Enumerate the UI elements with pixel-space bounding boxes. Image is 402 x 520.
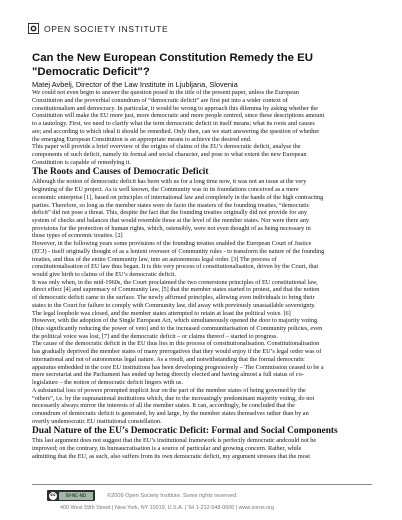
cc-icon: cc [50, 492, 56, 498]
text-line: It was only when, in the mid-1960s, the Court proclaimed the two cornerstone principles of EU constitutional law, [32, 278, 318, 286]
intro-text [32, 89, 375, 166]
text-line: would give birth to claims of the EU’s democratic deficit. [32, 271, 177, 278]
text-line: those types of economic treaties. [2] [32, 232, 123, 240]
text-line: The legal loophole was closed, and the member states attempted to retain at least the political voice. [6] [32, 309, 291, 317]
footer-divider [32, 484, 372, 485]
text-line: We could not even begin to answer the question posed in the title of the present paper, unless the European [32, 89, 299, 97]
text-line: mere secretariat and the Parliament has ended up being directly elected and having almost a full status of co- [32, 371, 304, 379]
address-line: 400 West 59th Street | New York, NY 10019, U.S.A. | Tel 1-212-548-0600 | www.soros.org [60, 505, 274, 511]
text-line: However, in the following years some provisions of the founding treaties enabled the European Court of Justice [32, 240, 312, 248]
text-line: The cause of the democratic deficit in the EU thus lies in this process of constitutionalisation. Constitutionalisation [32, 340, 320, 348]
org-name: OPEN SOCIETY INSTITUTE [44, 23, 169, 34]
text-line: has gradually deprived the member states of many prerogatives that they would enjoy if the EU’s legal order was of [32, 348, 322, 356]
text-line: Constitution is capable of remedying it. [32, 158, 131, 166]
text-line: Although the notion of democratic deficit has been with us for a long time now, it was not an issue at the very [32, 178, 307, 186]
section-heading: Dual Nature of the EU’s Democratic Deficit: Formal and Social Components [32, 426, 338, 437]
section-heading: The Roots and Causes of Democratic Deficit [32, 167, 209, 178]
text-line: system of checks and balances that would resemble those at the level of the member states. Nor were there any [32, 216, 309, 224]
text-line: beginning of the EU project. As is well known, the Community was in its foundations conceived as a mere [32, 186, 299, 194]
text-line: Constitution and the proverbial conundrum of “democratic deficit” are first put into a wider context of [32, 96, 288, 104]
text-line: conundrum of democratic deficit is generated, by and large, by the member states themselves rather than by an [32, 409, 309, 417]
text-line: This paper will provide a brief overview of the origins of claims of the EU’s democratic deficit, analyse the [32, 143, 301, 151]
text-line: overtly undemocratic EU institutional constellation. [32, 417, 162, 425]
osi-logo-icon [28, 23, 39, 34]
text-line: constitutionalisation of EU law thus began. It is this very process of constitutionalisation, driven by the Court, that [32, 263, 319, 271]
text-line: constitutionalism and democracy. In particular, it would be wrong to approach this dilemma by asking whether the [32, 104, 319, 112]
text-line: admitting that the EU, as such, also suffers from its own democratic deficit, my argument stresses that the most [32, 452, 311, 460]
text-line: are; and according to which ideal it should be remedied. Only then, can we start answering the question of whether [32, 127, 320, 135]
section-text [32, 437, 375, 460]
text-line: of democratic deficit came to the surface. The newly affirmed principles, allowing even individuals to bring their [32, 294, 315, 302]
text-line: “others”, i.e. by the supranational institutions which, due to the increasingly predominant majority voting, do not [32, 394, 315, 402]
text-line: parties. Therefore, so long as the member states were de facto the masters of the founding treaties, “democratic [32, 201, 310, 209]
text-line: necessarily always mirror the interests of all the member states. It can, accordingly, be concluded that the [32, 402, 295, 410]
text-line: states to the Court for failure to comply with Community law, did away with previously unassailable sovereignty. [32, 301, 316, 309]
text-line: apparatus embedded in the core EU institutions has been developing progressively – The Commission ceased to be a [32, 363, 324, 371]
title-line: Can the New European Constitution Remedy the EU [32, 52, 313, 64]
text-line: international and not of autonomous legal nature. As a result, and notwithstanding that the formal democratic [32, 355, 305, 363]
cc-license-badge[interactable] [47, 490, 95, 501]
article [32, 52, 375, 461]
text-line: (thus significantly reducing the power of veto) and to the increased communitarisation of Community policies, even [32, 325, 323, 333]
title-line: "Democratic Deficit"? [32, 65, 150, 78]
text-line: Constitution will make the EU more just, more democratic and more people centred, since these descriptions amount [32, 112, 325, 120]
text-line: the emerging European Constitution is an appropriate means to achieve the desired end. [32, 135, 252, 143]
text-line: components of such deficit, namely its formal and social character, and pose to what extent the new European [32, 150, 307, 158]
text-line: deficit” did not pose a threat. This, despite the fact that the founding treaties originally did not provide for any [32, 209, 307, 217]
text-line: provisions for the protection of human rights, which, ostensibly, were not even thought of as being necessary in [32, 224, 311, 232]
text-line: However, with the adoption of the Single European Act, which simultaneously opened the door to majority voting [32, 317, 318, 325]
text-line: economic enterprise [1], based on principles of international law and completely in the hands of the high contracting [32, 193, 324, 201]
license-label: BY-NC-ND [59, 492, 93, 500]
text-line: to a tautology. First, we need to clarify what the term democratic deficit in itself means; what its roots and causes [32, 120, 315, 128]
text-line: treaties, and thus of the entire Community law, into an autonomous legal order. [3] The process of [32, 255, 277, 263]
text-line: legislature – the notion of democratic deficit lingers with us. [32, 379, 184, 387]
article-title [32, 52, 375, 79]
text-line: the political voice was lost, [7] and the democratic deficit – or claims thereof – started to progress. [32, 332, 278, 340]
text-line: improved; on the contrary, its bureaucratisation is a source of particular and growing concern. Rather, while [32, 445, 302, 453]
osi-logo [28, 23, 168, 34]
text-line: direct effect [4] and supremacy of Community law, [5] that the member states started to protest, and that the notion [32, 286, 320, 294]
text-line: (ECJ) - itself originally thought of as a lenient overseer of Community rules - to transform the nature of the founding [32, 247, 325, 255]
text-line: A substantial loss of powers prompted implicit fear on the part of the member states of being governed by the [32, 386, 306, 394]
section-text [32, 178, 375, 425]
author-line: Matej Avbelj, Director of the Law Institute in Ljubljana, Slovenia [32, 80, 238, 90]
copyright-text: ©2009 Open Society Institute. Some rights reserved. [107, 493, 238, 499]
text-line: This last argument does not suggest that the EU’s institutional framework is perfectly democratic andcould not be [32, 437, 317, 445]
